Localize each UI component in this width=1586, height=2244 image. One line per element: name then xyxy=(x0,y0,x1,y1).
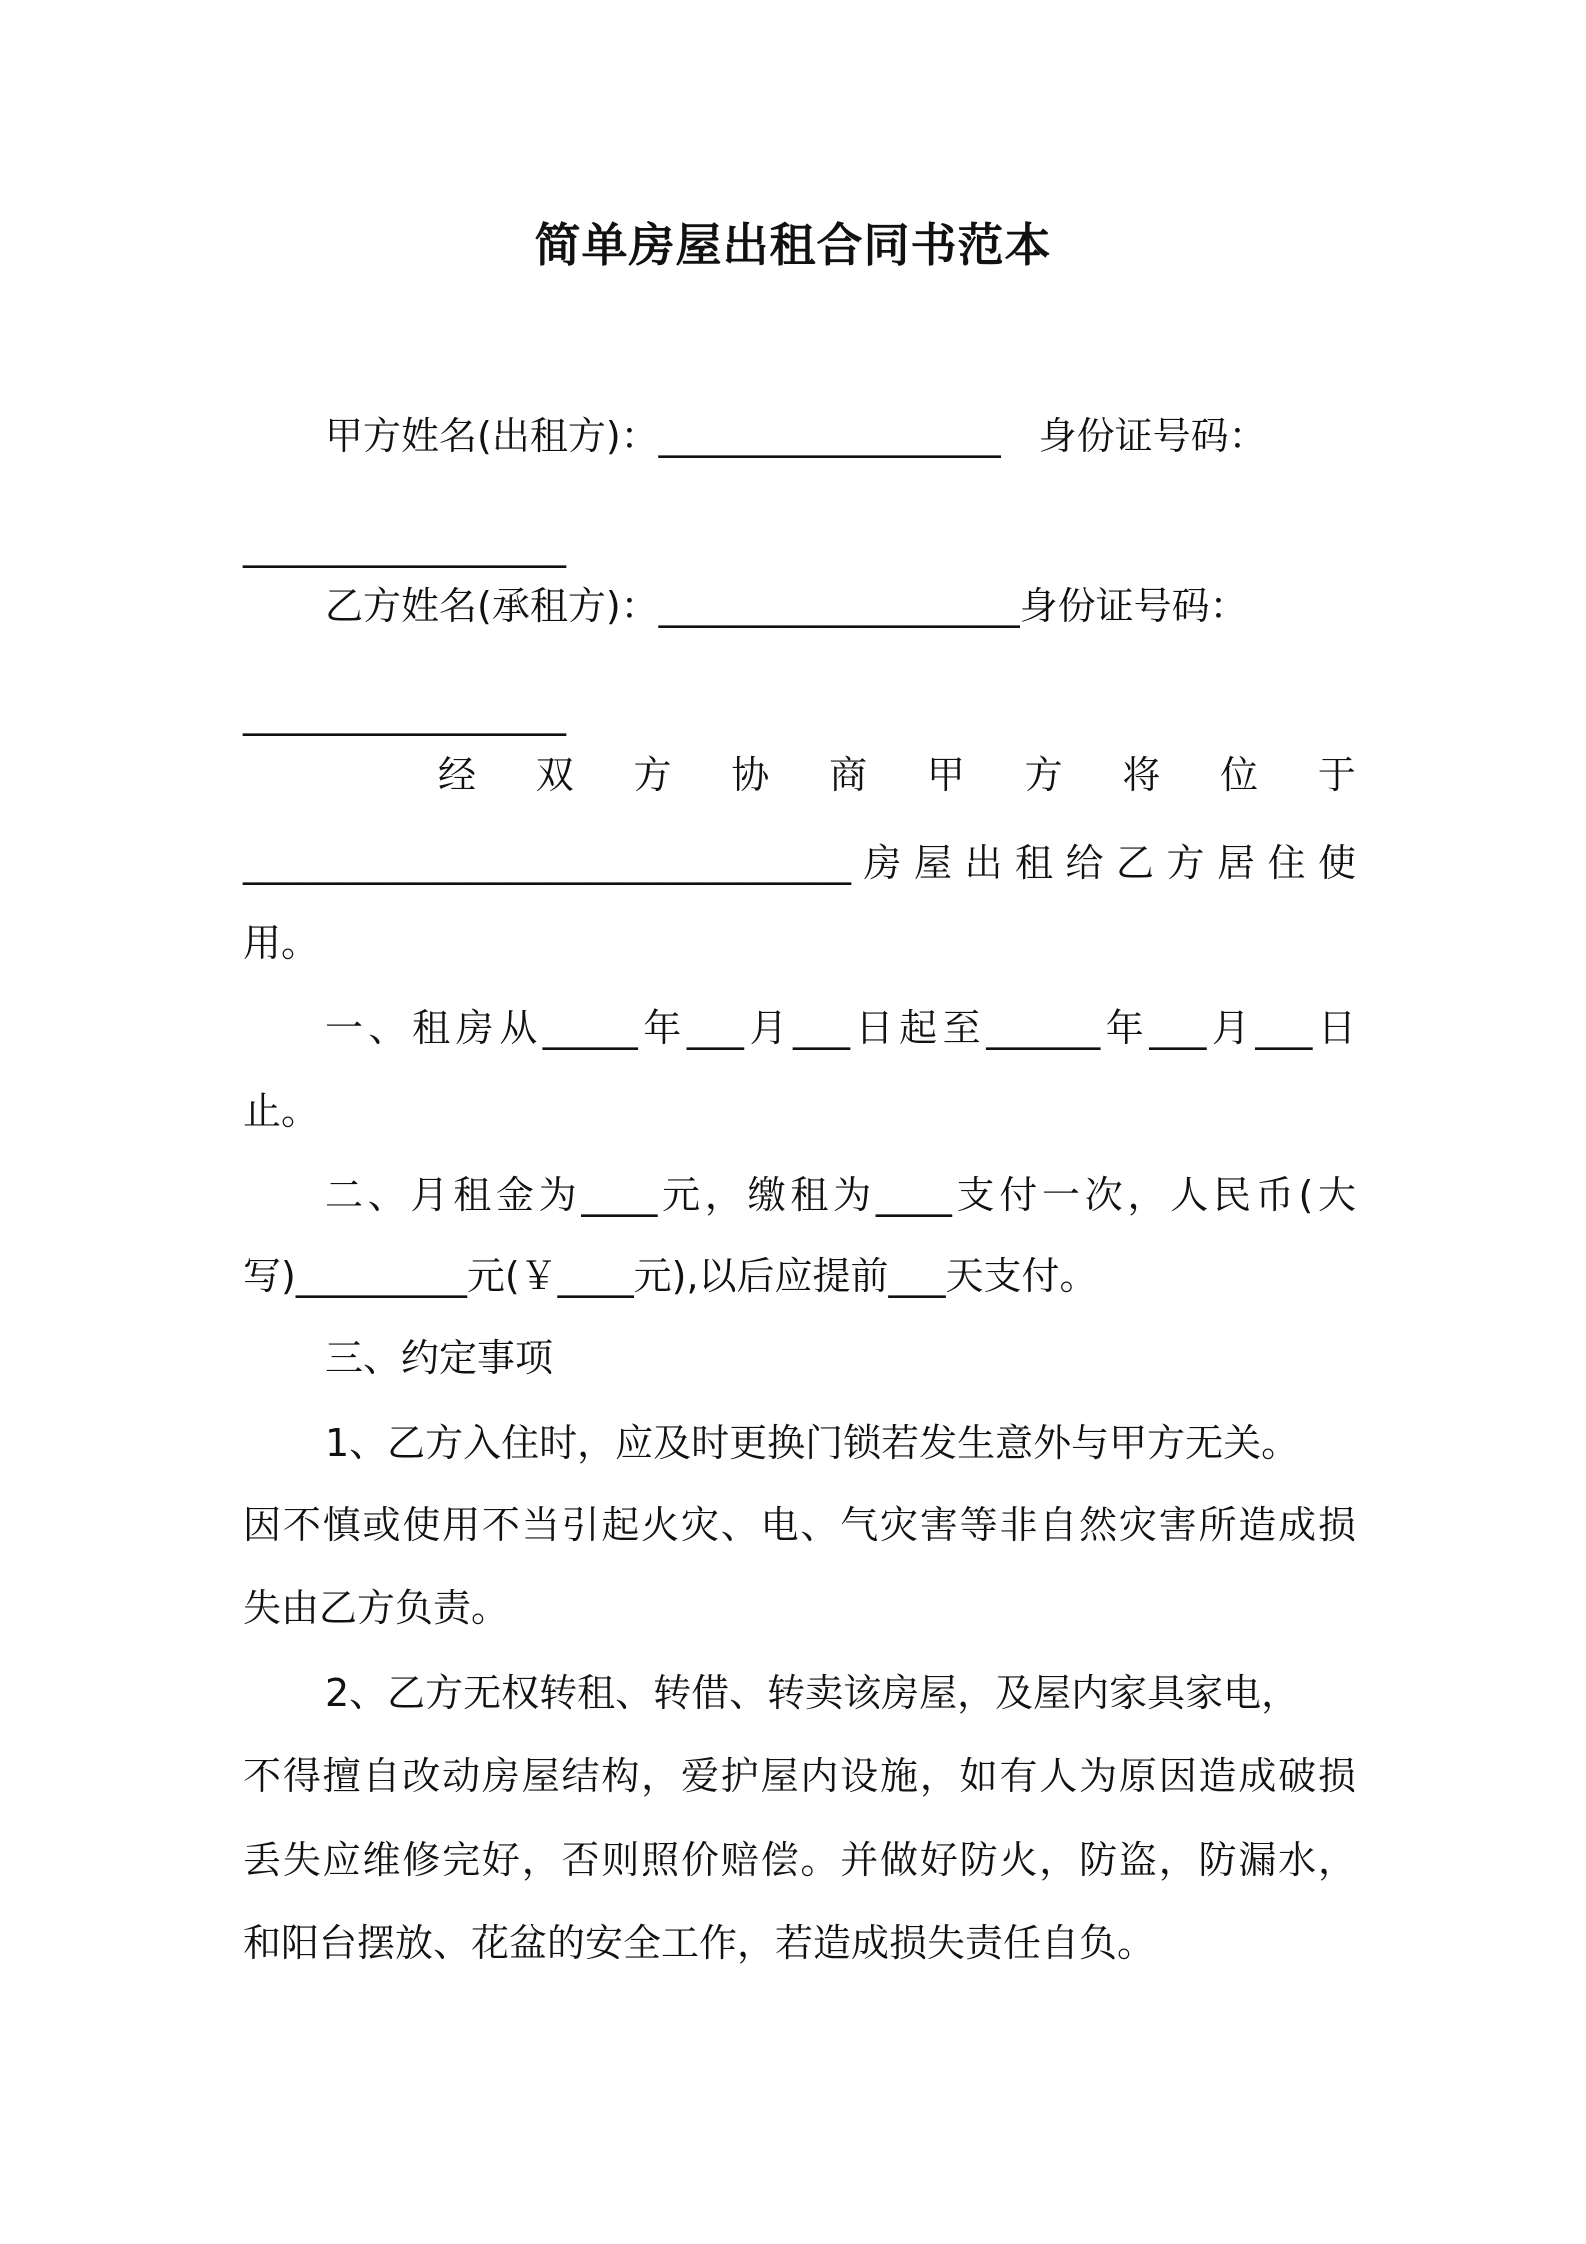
location-char: 甲 xyxy=(926,753,965,797)
clause-1-line: 一、租房从_____年___月___日起至______年___月___日 xyxy=(325,1006,1356,1050)
location-intro-line xyxy=(243,747,1356,803)
item-1-line-3: 失由乙方负责。 xyxy=(243,1586,510,1630)
location-char: 于 xyxy=(1317,753,1356,797)
clause-3-heading: 三、约定事项 xyxy=(325,1336,554,1380)
item-1-line-1: 1、乙方入住时，应及时更换门锁若发生意外与甲方无关。 xyxy=(325,1421,1300,1465)
item-2-line-4: 和阳台摆放、花盆的安全工作，若造成损失责任自负。 xyxy=(243,1921,1156,1965)
location-char: 双 xyxy=(535,753,574,797)
location-end: 用。 xyxy=(243,921,320,965)
location-char: 将 xyxy=(1122,753,1161,797)
location-char: 协 xyxy=(731,753,770,797)
location-char: 方 xyxy=(633,753,672,797)
location-char: 方 xyxy=(1024,753,1063,797)
location-char: 经 xyxy=(438,753,477,797)
party-a-line: 甲方姓名(出租方)：__________________ 身份证号码： xyxy=(325,414,1267,458)
party-b-id-blank: _________________ xyxy=(243,692,566,736)
clause-1-end: 止。 xyxy=(243,1089,320,1133)
item-2-line-2: 不得擅自改动房屋结构，爱护屋内设施，如有人为原因造成破损 xyxy=(243,1754,1356,1798)
party-b-line: 乙方姓名(承租方)：___________________身份证号码： xyxy=(325,584,1248,628)
item-2-line-3: 丢失应维修完好，否则照价赔偿。并做好防火，防盗，防漏水， xyxy=(243,1838,1356,1882)
item-1-line-2: 因不慎或使用不当引起火灾、电、气灾害等非自然灾害所造成损 xyxy=(243,1503,1356,1547)
location-line: ________________________________房屋出租给乙方居住使 xyxy=(243,841,1356,885)
clause-2-line: 二、月租金为____元，缴租为____支付一次，人民币(大 xyxy=(325,1173,1356,1217)
location-char: 位 xyxy=(1220,753,1259,797)
party-a-id-blank: _________________ xyxy=(243,524,566,568)
document-title: 简单房屋出租合同书范本 xyxy=(534,218,1052,272)
clause-2-end: 写)_________元(￥____元),以后应提前___天支付。 xyxy=(243,1254,1098,1298)
location-char: 商 xyxy=(829,753,868,797)
item-2-line-1: 2、乙方无权转租、转借、转卖该房屋，及屋内家具家电， xyxy=(325,1671,1300,1715)
